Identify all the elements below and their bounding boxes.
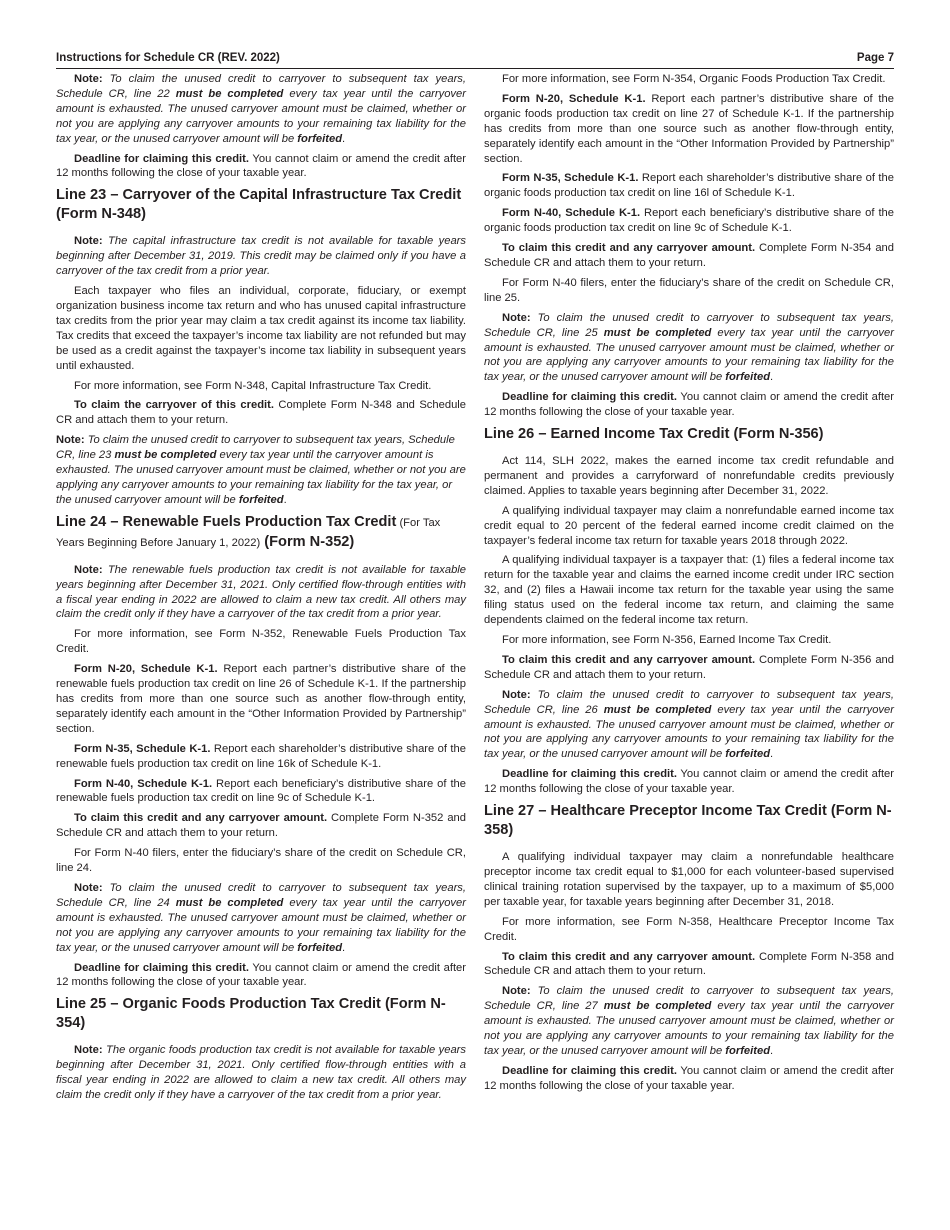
note-line-25: Note: To claim the unused credit to carryover to subsequent tax years, Schedule CR, line 25 must be completed every tax year until the carryover amount is exhausted. The unused carryover amount must be claimed, whether or not you are applying any carryover amounts to your remaining tax liability for the tax year, or the unused carryover amount will be forfeited. bbox=[484, 311, 894, 384]
form-n40-line-24: Form N-40, Schedule K-1. Report each beneficiary’s distributive share of the renewable fuels production tax credit on line 9c of Schedule K-1. bbox=[56, 777, 466, 805]
paragraph: For Form N-40 filers, enter the fiduciary’s share of the credit on Schedule CR, line 25. bbox=[484, 276, 894, 304]
claim-line-26: To claim this credit and any carryover amount. Complete Form N-356 and Schedule CR and attach them to your return. bbox=[484, 653, 894, 681]
heading-line-27: Line 27 – Healthcare Preceptor Income Tax Credit (Form N-358) bbox=[484, 803, 892, 839]
left-column bbox=[56, 72, 466, 1108]
note-renewable-fuels: Note: The renewable fuels production tax credit is not available for taxable years beginning after December 31, 2021. Only certified flow-through entities with a fiscal year ending in 2022 are allowed to claim a new tax credit. All others may claim the credit only if they have a carryover of the tax credit from a prior year. bbox=[56, 563, 466, 621]
paragraph: Act 114, SLH 2022, makes the earned income tax credit refundable and permanent and provides a carryforward of nonrefundable credits previously claimed. Applies to taxable years beginning after December 31, 2022. bbox=[484, 455, 894, 497]
note-line-27: Note: To claim the unused credit to carryover to subsequent tax years, Schedule CR, line 27 must be completed every tax year until the carryover amount is exhausted. The unused carryover amount must be claimed, whether or not you are applying any carryover amounts to your remaining tax liability for the tax year, or the unused carryover amount will be forfeited. bbox=[484, 985, 894, 1057]
deadline-line-22: Deadline for claiming this credit. You cannot claim or amend the credit after 12 months following the close of your taxable year. bbox=[56, 152, 466, 180]
heading-line-23: Line 23 – Carryover of the Capital Infrastructure Tax Credit (Form N-348) bbox=[56, 187, 462, 223]
note-line-22: Note: To claim the unused credit to carryover to subsequent tax years, Schedule CR, line 22 must be completed every tax year until the carryover amount is exhausted. The unused carryover amount must be claimed, whether or not you are applying any carryover amounts to your remaining tax liability for the tax year, or the unused carryover amount will be forfeited. bbox=[56, 73, 466, 145]
paragraph: A qualifying individual taxpayer may claim a nonrefundable healthcare preceptor income tax credit equal to $1,000 for each volunteer-based supervised clinical training rotation supervised by the taxpayer, up to a maximum of $5,000 per taxable year, for taxable years beginning after December 31, 2018. bbox=[484, 851, 894, 908]
form-n35-line-25: Form N-35, Schedule K-1. Report each shareholder’s distributive share of the organic foods production tax credit on line 16l of Schedule K-1. bbox=[484, 172, 894, 200]
heading-line-26: Line 26 – Earned Income Tax Credit (Form N-356) bbox=[484, 426, 824, 443]
paragraph: For Form N-40 filers, enter the fiduciary’s share of the credit on Schedule CR, line 24. bbox=[56, 847, 466, 875]
deadline-line-26: Deadline for claiming this credit. You cannot claim or amend the credit after 12 months following the close of your taxable year. bbox=[484, 768, 894, 796]
document-title: Instructions for Schedule CR (REV. 2022) bbox=[56, 52, 280, 64]
note-line-24: Note: To claim the unused credit to carryover to subsequent tax years, Schedule CR, line 24 must be completed every tax year until the carryover amount is exhausted. The unused carryover amount must be claimed, whether or not you are applying any carryover amounts to your remaining tax liability for the tax year, or the unused carryover amount will be forfeited. bbox=[56, 881, 466, 954]
paragraph: For more information, see Form N-348, Capital Infrastructure Tax Credit. bbox=[74, 379, 432, 392]
right-column bbox=[484, 72, 894, 1099]
deadline-line-25: Deadline for claiming this credit. You cannot claim or amend the credit after 12 months following the close of your taxable year. bbox=[484, 391, 894, 419]
heading-line-25: Line 25 – Organic Foods Production Tax Credit (Form N-354) bbox=[56, 996, 446, 1032]
paragraph: For more information, see Form N-352, Renewable Fuels Production Tax Credit. bbox=[56, 628, 466, 656]
note-organic-foods: Note: The organic foods production tax credit is not available for taxable years beginning after December 31, 2021. Only certified flow-through entities with a fiscal year ending in 2022 are allowed to claim a new tax credit. All others may claim the credit only if they have a carryover of the tax credit from a prior year. bbox=[56, 1044, 466, 1102]
paragraph: A qualifying individual taxpayer is a taxpayer that: (1) files a federal income tax return for the taxable year and claims the earned income credit under IRC section 32, and (2) files a Hawaii income tax return for the taxable year using the same filing status used on the federal income tax return, and claiming the same dependents claimed on the federal income tax return. bbox=[484, 554, 894, 627]
paragraph: For more information, see Form N-358, Healthcare Preceptor Income Tax Credit. bbox=[484, 915, 894, 943]
claim-carryover-line-23: To claim the carryover of this credit. Complete Form N-348 and Schedule CR and attach them to your return. bbox=[56, 399, 466, 427]
form-n40-line-25: Form N-40, Schedule K-1. Report each beneficiary’s distributive share of the organic foods production tax credit on line 9c of Schedule K-1. bbox=[484, 207, 894, 235]
paragraph: For more information, see Form N-356, Earned Income Tax Credit. bbox=[502, 634, 832, 646]
note-capital-infrastructure: Note: The capital infrastructure tax credit is not available for taxable years beginning after December 31, 2019. This credit may be claimed only if you have a carryover of the tax credit from a prior year. bbox=[56, 235, 466, 278]
paragraph: A qualifying individual taxpayer may claim a nonrefundable earned income tax credit equal to 20 percent of the federal earned income credit claimed on the taxpayer’s federal income tax return for taxable years 2018 through 2022. bbox=[484, 504, 894, 547]
note-line-26: Note: To claim the unused credit to carryover to subsequent tax years, Schedule CR, line 26 must be completed every tax year until the carryover amount is exhausted. The unused carryover amount must be claimed, whether or not you are applying any carryover amounts to your remaining tax liability for the tax year, or the unused carryover amount will be forfeited. bbox=[484, 688, 894, 761]
heading-line-24: Line 24 – Renewable Fuels Production Tax Credit (For Tax Years Beginning Before January 1, 2022) (Form N-352) bbox=[56, 513, 441, 550]
header-rule bbox=[56, 68, 894, 69]
claim-line-27: To claim this credit and any carryover amount. Complete Form N-358 and Schedule CR and attach them to your return. bbox=[484, 950, 894, 978]
form-n20-line-24: Form N-20, Schedule K-1. Report each partner’s distributive share of the renewable fuels production tax credit on line 26 of Schedule K-1. If the partnership has credits from more than one source such as another flow-through entity, separately identify each amount in the “Other Information Provided by Partnership” section. bbox=[56, 663, 466, 735]
paragraph: Each taxpayer who files an individual, corporate, fiduciary, or exempt organization business income tax return and who has unused capital infrastructure tax credits from the prior year may claim a tax credit against its income tax liability. Tax credits that exceed the taxpayer’s income tax liability are not refunded but may be used as a credit against the taxpayer’s income tax liability in subsequent years until exhausted. bbox=[56, 285, 466, 372]
page-number: Page 7 bbox=[856, 52, 894, 64]
claim-line-24: To claim this credit and any carryover amount. Complete Form N-352 and Schedule CR and attach them to your return. bbox=[56, 812, 466, 840]
note-line-23: Note: To claim the unused credit to carryover to subsequent tax years, Schedule CR, line 23 must be completed every tax year until the carryover amount is exhausted. The unused carryover amount must be claimed, whether or not you are applying any carryover amounts to your remaining tax liability for the tax year, or the unused carryover amount will be forfeited. bbox=[56, 434, 466, 506]
form-n20-line-25: Form N-20, Schedule K-1. Report each partner’s distributive share of the organic foods production tax credit on line 27 of Schedule K-1. If the partnership has credits from more than one source such as another flow-through entity, separately identify each amount in the “Other Information Provided by Partnership” section. bbox=[484, 92, 894, 165]
deadline-line-27: Deadline for claiming this credit. You cannot claim or amend the credit after 12 months following the close of your taxable year. bbox=[484, 1064, 894, 1092]
form-n35-line-24: Form N-35, Schedule K-1. Report each shareholder’s distributive share of the renewable fuels production tax credit on line 16k of Schedule K-1. bbox=[56, 742, 466, 770]
claim-line-25: To claim this credit and any carryover amount. Complete Form N-354 and Schedule CR and attach them to your return. bbox=[484, 242, 894, 269]
deadline-line-24: Deadline for claiming this credit. You cannot claim or amend the credit after 12 months following the close of your taxable year. bbox=[56, 961, 466, 989]
paragraph: For more information, see Form N-354, Organic Foods Production Tax Credit. bbox=[502, 73, 886, 85]
